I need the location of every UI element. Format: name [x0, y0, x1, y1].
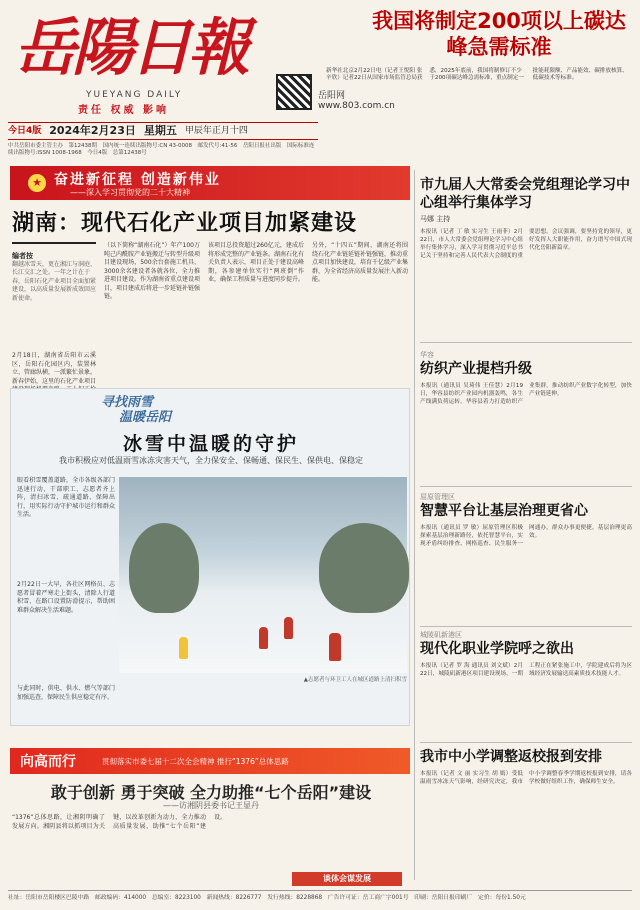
bottom-subtitle: ——访湘阴县委书记王显丹: [163, 801, 259, 810]
right-story-4[interactable]: [420, 630, 632, 736]
section-divider: [420, 626, 632, 627]
editor-note-tag: 编者按: [12, 252, 33, 260]
qr-code-icon: [276, 74, 312, 110]
right-story-4-kicker: 城陵矶新港区: [420, 631, 462, 639]
logo-pinyin: YUEYANG DAILY: [86, 90, 183, 100]
site-url[interactable]: www.803.com.cn: [318, 101, 395, 111]
right-story-3-kicker: 屈原管理区: [420, 493, 455, 501]
bottom-headline[interactable]: 敢于创新 勇于突破 全力助推“七个岳阳”建设: [50, 783, 372, 802]
bottom-note-label: 谈体会谋发展: [292, 872, 402, 886]
photo-caption: ▲志愿者与环卫工人在城区道路上清扫积雪: [303, 677, 407, 683]
newspaper-logo: 岳陽日報: [14, 11, 247, 84]
column-divider: [414, 170, 415, 880]
headline-top-right-body: 新华社北京2月22日电（记者王悦阳 张辛欣）记者22日从国家市场监管总局获悉，2025年底前，我国将制修订不少于200项碳达峰急需标准，重点制定一批能耗限额、产品能效、碳排放核算、低碳技术等标准。: [326, 68, 628, 81]
worker-figure: [329, 633, 341, 661]
right-story-2-title[interactable]: 纺织产业提档升级: [420, 361, 532, 377]
registry-info: 中共岳阳市委主管主办 第12438期 国内统一连续出版物号:CN 43-0008 邮发代号:41-56 岳阳日报社出版 国际标准连续出版物号:ISSN 1008-1968 今日4版 总第12438号: [8, 143, 315, 156]
banner-bottom-subtitle: 贯彻落实市委七届十二次全会精神 推行“1376”总体思路: [102, 757, 289, 766]
editor-note-text: 翻越冰雪天，更在湘江与洞庭、长江交汇之处。一年之计在于春，岳阳石化产业项目全面加紧建设，以高质量发展新成效回应新使命。: [12, 260, 97, 302]
banner-title: 奋进新征程 创造新伟业: [54, 172, 221, 188]
feature-subtitle: 我市积极应对低温雨雪冰冻灾害天气，全力保安全、保畅通、保民生、保供电、保稳定: [59, 456, 363, 465]
feature-section: [10, 388, 410, 726]
section-divider: [420, 486, 632, 487]
feature-tag-line-1: 寻找雨雪: [101, 395, 154, 410]
section-divider: [420, 742, 632, 743]
lead-headline[interactable]: 湖南：现代石化产业项目加紧建设: [12, 211, 358, 236]
issue-weekday: 星期五: [143, 124, 177, 137]
banner-bottom-title: 向高而行: [20, 754, 76, 770]
feature-col-3: 与此同时，供电、供水、燃气等部门加强巡查，保障民生供应稳定有序。: [17, 685, 115, 701]
lead-col-4: 另外，“十四五”期间，湖南还将围绕石化产业链延链补链强链，推动重点项目加快建设，培育千亿级产业集群，为全省经济高质量发展注入新动能。: [312, 242, 409, 283]
right-story-2-kicker: 华容: [420, 351, 434, 359]
worker-figure: [259, 627, 268, 649]
right-story-3-text: 本报讯（通讯员 罗 敏）屈原管理区积极探索基层治理新路径，依托智慧平台，实现矛盾纠纷排查、网格巡查、民生服务一网通办，群众办事更便捷，基层治理更高效。: [420, 525, 632, 547]
feature-col-2: 2月22日一大早，各社区网格员、志愿者冒着严寒走上街头，清除人行道积雪，在路口设置防滑提示，帮助困难群众解决生活难题。: [17, 581, 115, 614]
lead-col-3: 该项目总投资超过260亿元，建成后将形成完整的产业链条。湖南石化有关负责人表示，项目正处于建设高峰期，各参建单位实行“两班倒”作业，确保工程质量与进度同步提升。: [208, 242, 305, 283]
feature-title[interactable]: 冰雪中温暖的守护: [122, 433, 299, 455]
lead-col-2: （以下简称“湖南石化”）年产100万吨己内酰胺产业链搬迁与转型升级项目建设现场，500余台套施工机具、3000余名建设者各就各位，全力推进项目建设。作为湖南省重点建设项目，项目建成后将进一步延链补链强链。: [104, 242, 201, 300]
feature-tag: [101, 395, 171, 425]
dateline: [8, 122, 318, 140]
right-story-5-title[interactable]: 我市中小学调整返校报到安排: [420, 749, 602, 765]
site-label: 岳阳网: [318, 91, 346, 101]
right-story-4-title[interactable]: 现代化职业学院呼之欲出: [420, 641, 574, 657]
bottom-story-body: “1376”总体思路，让湘阴明确了发展方向。湘阴县将以抓项目为关键，以改革创新为动力，全力推动高质量发展，助推“七个岳阳”建设。: [12, 814, 227, 830]
right-story-4-text: 本报讯（记者 罗 海 通讯员 刘文斌）2月22日，城陵矶新港区项目建设现场，一期工程正在紧张施工中，学院建成后将为区域经济发展输送高素质技术技能人才。: [420, 663, 632, 677]
column-banner-bottom: [10, 748, 410, 774]
tree-shape: [319, 523, 409, 613]
right-story-3-title[interactable]: 智慧平台让基层治理更省心: [420, 503, 588, 519]
issue-date: 2024年2月23日: [49, 124, 136, 137]
right-story-5[interactable]: [420, 748, 632, 882]
right-story-1-title[interactable]: 市九届人大常委会党组理论学习中心组举行集体学习: [420, 177, 630, 211]
tree-shape: [129, 523, 199, 613]
headline-top-right[interactable]: 我国将制定200项以上碳达峰急需标准: [372, 9, 626, 59]
section-divider: [420, 342, 632, 343]
column-banner-top: [10, 166, 410, 200]
right-story-1-author: 马娜 主持: [420, 215, 451, 223]
footer-info: 社址：岳阳市岳阳楼区巴陵中路 邮政编码：414000 总编室：8223100 新闻热线：8226777 发行热线：8228868 广告许可证：岳工商广字001号 印刷：岳阳日报印刷厂 定价：每份1.50元: [8, 890, 632, 906]
feature-col-1: 眼看积雪覆盖道路，全市各级各部门迅速行动，干部职工、志愿者齐上阵，清扫冰雪、疏通道路、保障出行，用实际行动守护城市运行和群众生活。: [17, 477, 115, 518]
slogan: 责任 权威 影响: [78, 105, 169, 116]
worker-figure: [179, 637, 188, 659]
lunar-date: 甲辰年正月十四: [184, 126, 248, 136]
right-story-2-text: 本报讯（通讯员 吴琦伟 王佳慧）2月19日，华容县纺织产业园内机器轰鸣，各生产线满负荷运转。华容县着力打造纺织产业集群，推动纺织产业数字化转型，加快产业链延伸。: [420, 383, 632, 405]
feature-tag-line-2: 温暖岳阳: [119, 410, 172, 425]
party-emblem-icon: ★: [28, 174, 46, 192]
worker-figure: [284, 617, 293, 639]
right-story-1[interactable]: [420, 176, 632, 326]
right-story-3[interactable]: [420, 492, 632, 612]
right-story-1-text: 本报讯（记者 丁 敏 实习生 王雨菲）2月22日，市人大常委会党组理论学习中心组举行集体学习，深入学习贯彻习近平总书记关于坚持和完善人民代表大会制度的重要思想。会议强调，要坚持党的领导，更好发挥人大职能作用，奋力谱写中国式现代化岳阳新篇章。: [420, 229, 632, 259]
lead-col-1: 2月18日，湖南省岳阳市云溪区，岳阳石化园区内，装置林立、管廊纵横，一派繁忙景象。新春伊始，这里的石化产业项目: [12, 352, 97, 385]
today-pages: 今日4版: [8, 126, 42, 136]
snow-clearing-photo: [119, 477, 407, 673]
masthead: [8, 6, 632, 166]
right-story-5-text: 本报讯（记者 文 丽 实习生 胡 嫣）受低温雨雪冰冻天气影响，经研究决定，我市中小学调整春季学期返校报到安排，请各学校做好组织工作，确保师生安全。: [420, 771, 632, 785]
banner-subtitle: ——深入学习贯彻党的二十大精神: [70, 188, 190, 197]
right-story-2[interactable]: [420, 350, 632, 480]
